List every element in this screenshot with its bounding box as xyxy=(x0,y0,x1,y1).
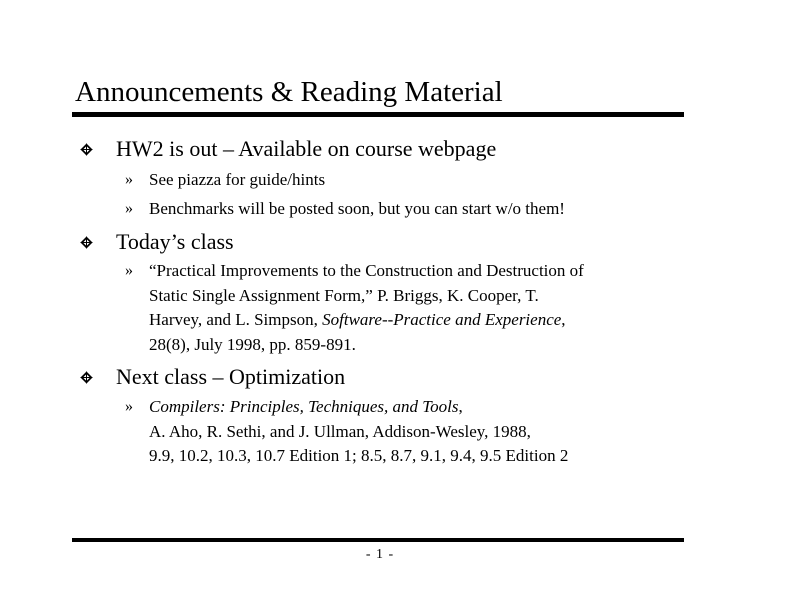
sub-marker-glyph: » xyxy=(125,171,133,188)
book-title: Compilers: Principles, Techniques, and Tools xyxy=(149,397,459,416)
reference-ssa-paper xyxy=(149,259,584,357)
title-divider xyxy=(72,112,684,117)
reference-punct: , xyxy=(561,310,566,329)
reference-authors: Harvey, and L. Simpson, xyxy=(149,310,323,329)
bullet-hw2: HW2 is out – Available on course webpage xyxy=(116,136,497,161)
diamond-bullet-icon xyxy=(80,143,93,156)
sub-item-benchmarks: Benchmarks will be posted soon, but you can start w/o them! xyxy=(149,199,565,218)
bullet-next-class: Next class – Optimization xyxy=(116,364,346,389)
slide-title: Announcements & Reading Material xyxy=(75,76,503,108)
reference-line: “Practical Improvements to the Construction and Destruction of xyxy=(149,261,584,280)
bullet-todays-class: Today’s class xyxy=(116,229,234,254)
reference-line: 28(8), July 1998, pp. 859-891. xyxy=(149,334,356,354)
journal-title: Software--Practice and Experience xyxy=(322,310,562,329)
sub-marker-glyph: » xyxy=(125,262,133,279)
sub-marker-glyph: » xyxy=(125,398,133,415)
sub-item-piazza: See piazza for guide/hints xyxy=(149,170,326,189)
reference-line xyxy=(149,395,568,420)
reference-dragon-book xyxy=(149,395,568,469)
reference-line: A. Aho, R. Sethi, and J. Ullman, Addison-Wesley, 1988, xyxy=(149,421,531,441)
page-number: - 1 - xyxy=(365,547,395,562)
diamond-bullet-icon xyxy=(80,236,93,249)
reference-line: 9.9, 10.2, 10.3, 10.7 Edition 1; 8.5, 8.7, 9.1, 9.4, 9.5 Edition 2 xyxy=(149,446,569,465)
reference-line xyxy=(149,308,584,333)
footer-divider xyxy=(72,538,684,542)
reference-punct: , xyxy=(458,397,463,416)
sub-marker-glyph: » xyxy=(125,200,133,217)
diamond-bullet-icon xyxy=(80,371,93,384)
reference-line: Static Single Assignment Form,” P. Briggs, K. Cooper, T. xyxy=(149,285,539,305)
